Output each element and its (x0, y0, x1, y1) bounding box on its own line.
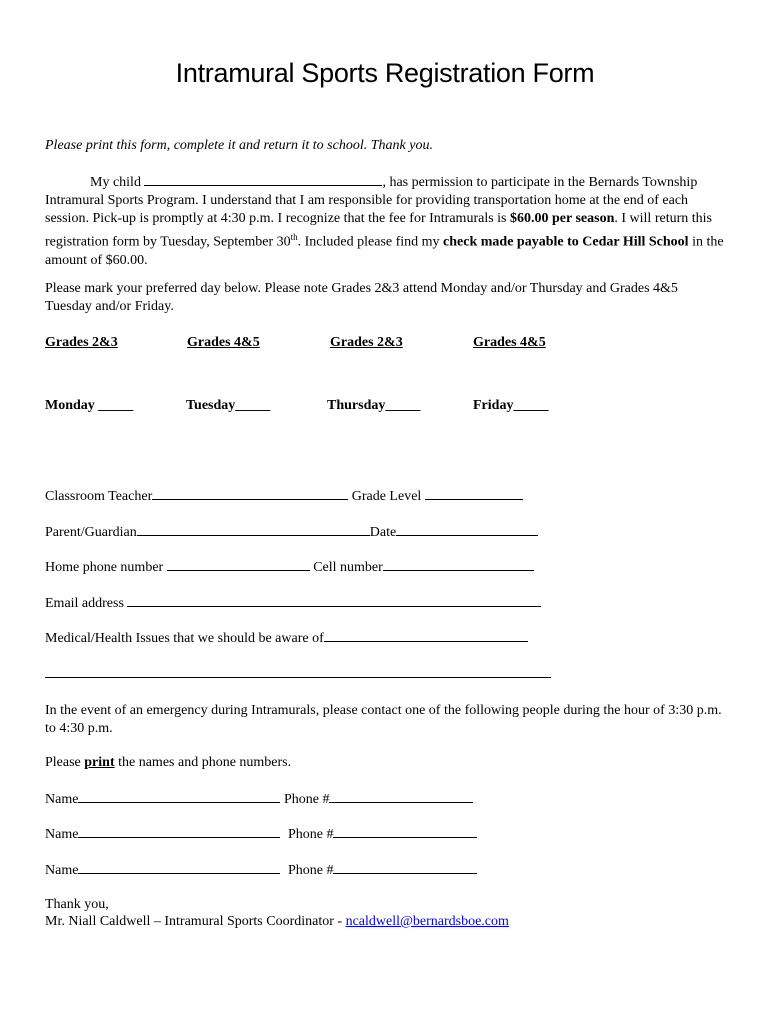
emergency-paragraph: In the event of an emergency during Intramurals, please contact one of the following people during the hour of 3:30 p.m. to 4:30 p.m. (45, 703, 722, 736)
medical-row (45, 629, 528, 647)
home-phone-field[interactable] (167, 558, 310, 571)
grade-header-2: Grades 4&5 (187, 335, 260, 350)
contact-phone-field[interactable] (333, 825, 477, 838)
contact-name-label: Name (45, 863, 79, 878)
permission-paragraph: My child , has permission to participate in the Bernards Township Intramural Sports Program. I understand that I am responsible for providing transportation home at the end of each session. Pick-up is promptly at 4:30 p.m. I recognize that the fee for Intramurals is $60.00 per season. I will return this registration form by Tuesday, September 30th. Included please find my check made payable to Cedar Hill School in the amount of $60.00. (45, 175, 724, 268)
cell-number-field[interactable] (383, 558, 534, 571)
grade-header-4: Grades 4&5 (473, 335, 546, 350)
email-field[interactable] (127, 594, 541, 607)
contact-phone-field[interactable] (329, 790, 473, 803)
contact-name-label: Name (45, 827, 79, 842)
closing-signature (45, 914, 509, 930)
medical-continuation-line[interactable] (45, 677, 551, 678)
email-row (45, 594, 541, 612)
day-friday[interactable]: Friday_____ (473, 398, 549, 413)
child-name-blank[interactable] (144, 173, 382, 186)
medical-field[interactable] (324, 629, 528, 642)
teacher-grade-row (45, 487, 523, 505)
coordinator-signature: Mr. Niall Caldwell – Intramural Sports Coordinator - (45, 914, 346, 929)
preference-note: Please mark your preferred day below. Please note Grades 2&3 attend Monday and/or Thursday and Grades 4&5 Tuesday and/or Friday. (45, 281, 678, 314)
contact-name-field[interactable] (78, 825, 280, 838)
grade-level-label: Grade Level (348, 489, 425, 504)
contact-row (45, 825, 477, 843)
contact-phone-label: Phone # (284, 827, 334, 842)
date-label: Date (369, 525, 397, 540)
classroom-teacher-label: Classroom Teacher (45, 489, 153, 504)
cell-number-label: Cell number (309, 560, 383, 575)
parent-date-row (45, 523, 538, 541)
grade-level-field[interactable] (425, 487, 523, 500)
contact-phone-label: Phone # (284, 863, 334, 878)
home-phone-label: Home phone number (45, 560, 167, 575)
parent-guardian-label: Parent/Guardian (45, 525, 137, 540)
classroom-teacher-field[interactable] (152, 487, 348, 500)
phone-row (45, 558, 534, 576)
date-field[interactable] (396, 523, 538, 536)
grade-header-1: Grades 2&3 (45, 335, 118, 350)
contact-row (45, 790, 473, 808)
contact-phone-label: Phone # (280, 792, 330, 807)
medical-label: Medical/Health Issues that we should be aware of (45, 631, 324, 646)
contact-name-field[interactable] (78, 861, 280, 874)
day-tuesday[interactable]: Tuesday_____ (186, 398, 271, 413)
print-note: Please print the names and phone numbers. (45, 755, 292, 770)
coordinator-email-link[interactable]: ncaldwell@bernardsboe.com (345, 914, 509, 929)
contact-phone-field[interactable] (333, 861, 477, 874)
closing-thanks: Thank you, (45, 897, 109, 912)
check-payable-note: check made payable to Cedar Hill School (443, 234, 689, 250)
parent-guardian-field[interactable] (137, 523, 370, 536)
grade-header-3: Grades 2&3 (330, 335, 403, 350)
contact-name-label: Name (45, 792, 79, 807)
email-label: Email address (45, 596, 128, 611)
day-thursday[interactable]: Thursday_____ (327, 398, 421, 413)
contact-row (45, 861, 477, 879)
form-title: Intramural Sports Registration Form (175, 58, 595, 88)
fee-amount: $60.00 per season (510, 211, 615, 226)
my-child-label: My child (90, 175, 141, 190)
day-monday[interactable]: Monday _____ (45, 398, 134, 413)
contact-name-field[interactable] (78, 790, 280, 803)
print-emphasis: print (84, 755, 115, 770)
intro-instructions: Please print this form, complete it and return it to school. Thank you. (45, 138, 433, 153)
